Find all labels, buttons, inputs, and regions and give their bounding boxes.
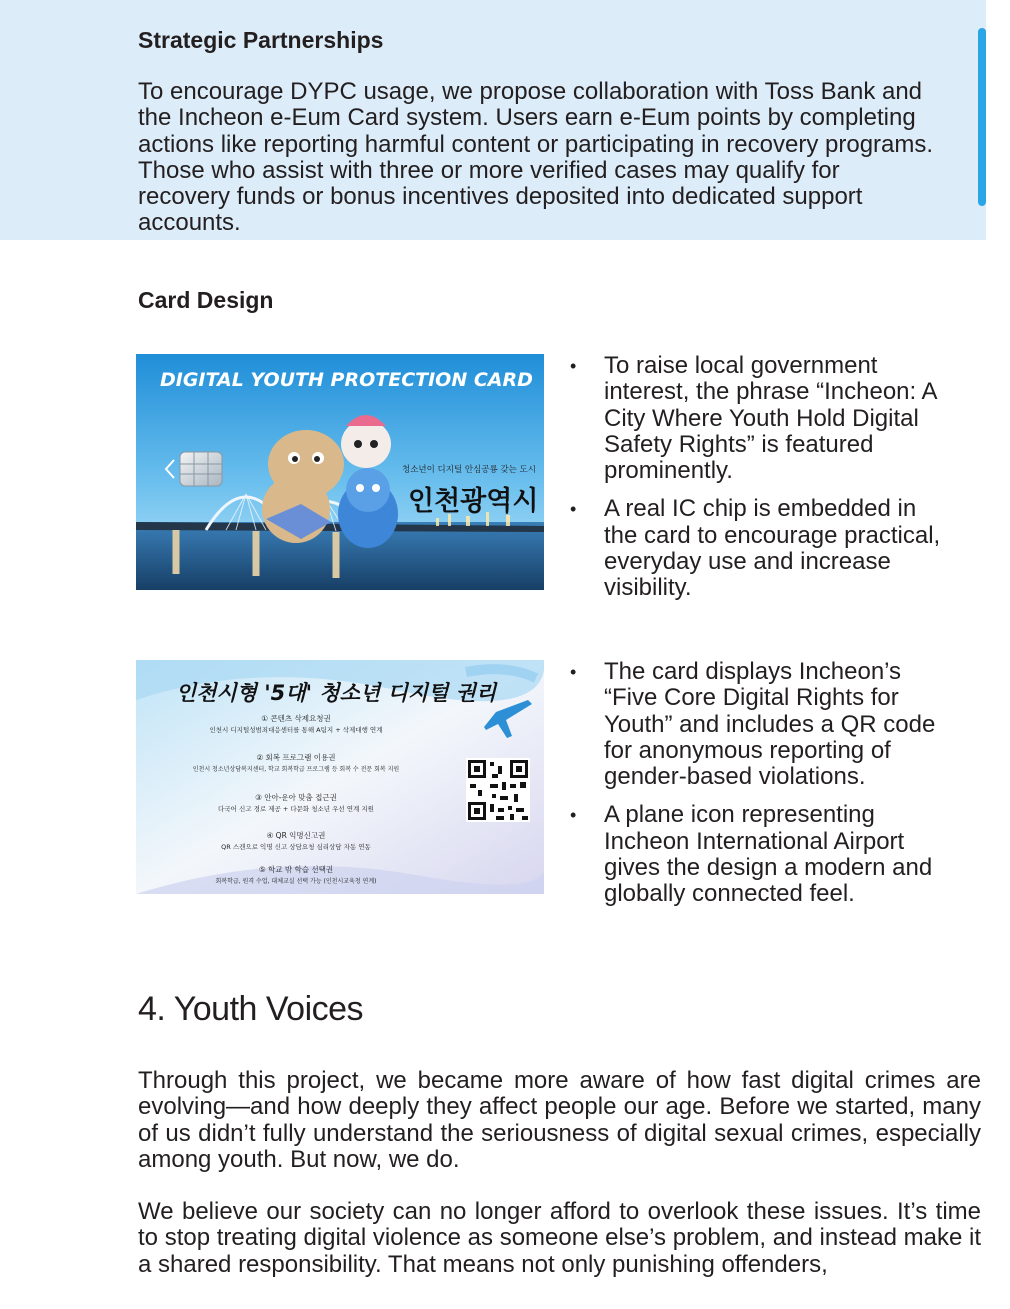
card-back-image bbox=[136, 660, 544, 894]
card-front-city: 인천광역시 bbox=[408, 486, 539, 517]
card-front-image bbox=[136, 354, 544, 590]
right-4-desc: QR 스캔으로 익명 신고 상담요청 심리상담 자동 연동 bbox=[221, 843, 371, 851]
right-1-desc: 인천시 디지털성범죄대응센터를 통해 A팀지 + 삭제대행 연계 bbox=[209, 726, 383, 734]
right-2-desc: 인천시 청소년상담복지센터, 학교 회복학급 프로그램 등 회복 수 전문 회복 지원 bbox=[192, 766, 400, 773]
partnerships-body: To encourage DYPC usage, we propose collaboration with Toss Bank and the Incheon e-Eum Card system. Users earn e-Eum points by completing actions like reporting harmful content or participating in recovery programs. Those who assist with three or more verified cases may qualify for recovery funds or bonus incentives deposited into dedicated support accounts. bbox=[138, 78, 934, 237]
right-5-title: ⑤ 학교 밖 학습 선택권 bbox=[258, 865, 334, 874]
right-4-title: ④ QR 익명신고권 bbox=[266, 831, 326, 840]
qr-code-icon bbox=[466, 758, 530, 822]
right-1-title: ① 콘텐츠 삭제요청권 bbox=[261, 714, 331, 723]
right-3-title: ③ 안아-운아 맞춤 접근권 bbox=[255, 793, 337, 802]
list-item: • The card displays Incheon’s “Five Core Digital Rights for Youth” and includes a QR code for anonymous reporting of gender-based violations. bbox=[570, 659, 950, 790]
card-front-title: DIGITAL YOUTH PROTECTION CARD bbox=[160, 369, 533, 391]
back-card-bullets bbox=[570, 659, 950, 920]
list-item: • A plane icon representing Incheon International Airport gives the design a modern and globally connected feel. bbox=[570, 802, 950, 907]
card-design-heading: Card Design bbox=[138, 287, 274, 313]
youth-voices-heading: 4. Youth Voices bbox=[138, 990, 364, 1028]
youth-voices-paragraph-2: We believe our society can no longer afford to overlook these issues. It’s time to stop treating digital violence as someone else’s problem, and instead make it a shared responsibility. That means not only punishing offenders, bbox=[138, 1198, 981, 1278]
card-back-title: 인천시형 '5대' 청소년 디지털 권리 bbox=[175, 681, 497, 705]
card-front-slogan: 청소년이 디지털 안심공룡 갖는 도시 bbox=[402, 465, 536, 475]
front-card-bullets bbox=[570, 353, 950, 614]
partnerships-heading: Strategic Partnerships bbox=[138, 27, 384, 53]
right-2-title: ② 회복 프로그램 이용권 bbox=[256, 753, 336, 762]
accent-bar bbox=[978, 28, 986, 206]
list-item: • To raise local government interest, the phrase “Incheon: A City Where Youth Hold Digital Safety Rights” is featured prominently. bbox=[570, 353, 950, 484]
youth-voices-paragraph-1: Through this project, we became more aware of how fast digital crimes are evolving—and how deeply they affect people our age. Before we started, many of us didn’t fully understand the seriousness of digital sexual crimes, especially among youth. But now, we do. bbox=[138, 1067, 981, 1173]
right-5-desc: 회복학급, 원격 수업, 대체교실 선택 가능 (인천시교육청 연계) bbox=[215, 878, 377, 885]
list-item: • A real IC chip is embedded in the card to encourage practical, everyday use and increase visibility. bbox=[570, 496, 950, 601]
right-3-desc: 다국어 신고 경로 제공 + 다문화 청소년 우선 연계 지원 bbox=[218, 805, 374, 813]
